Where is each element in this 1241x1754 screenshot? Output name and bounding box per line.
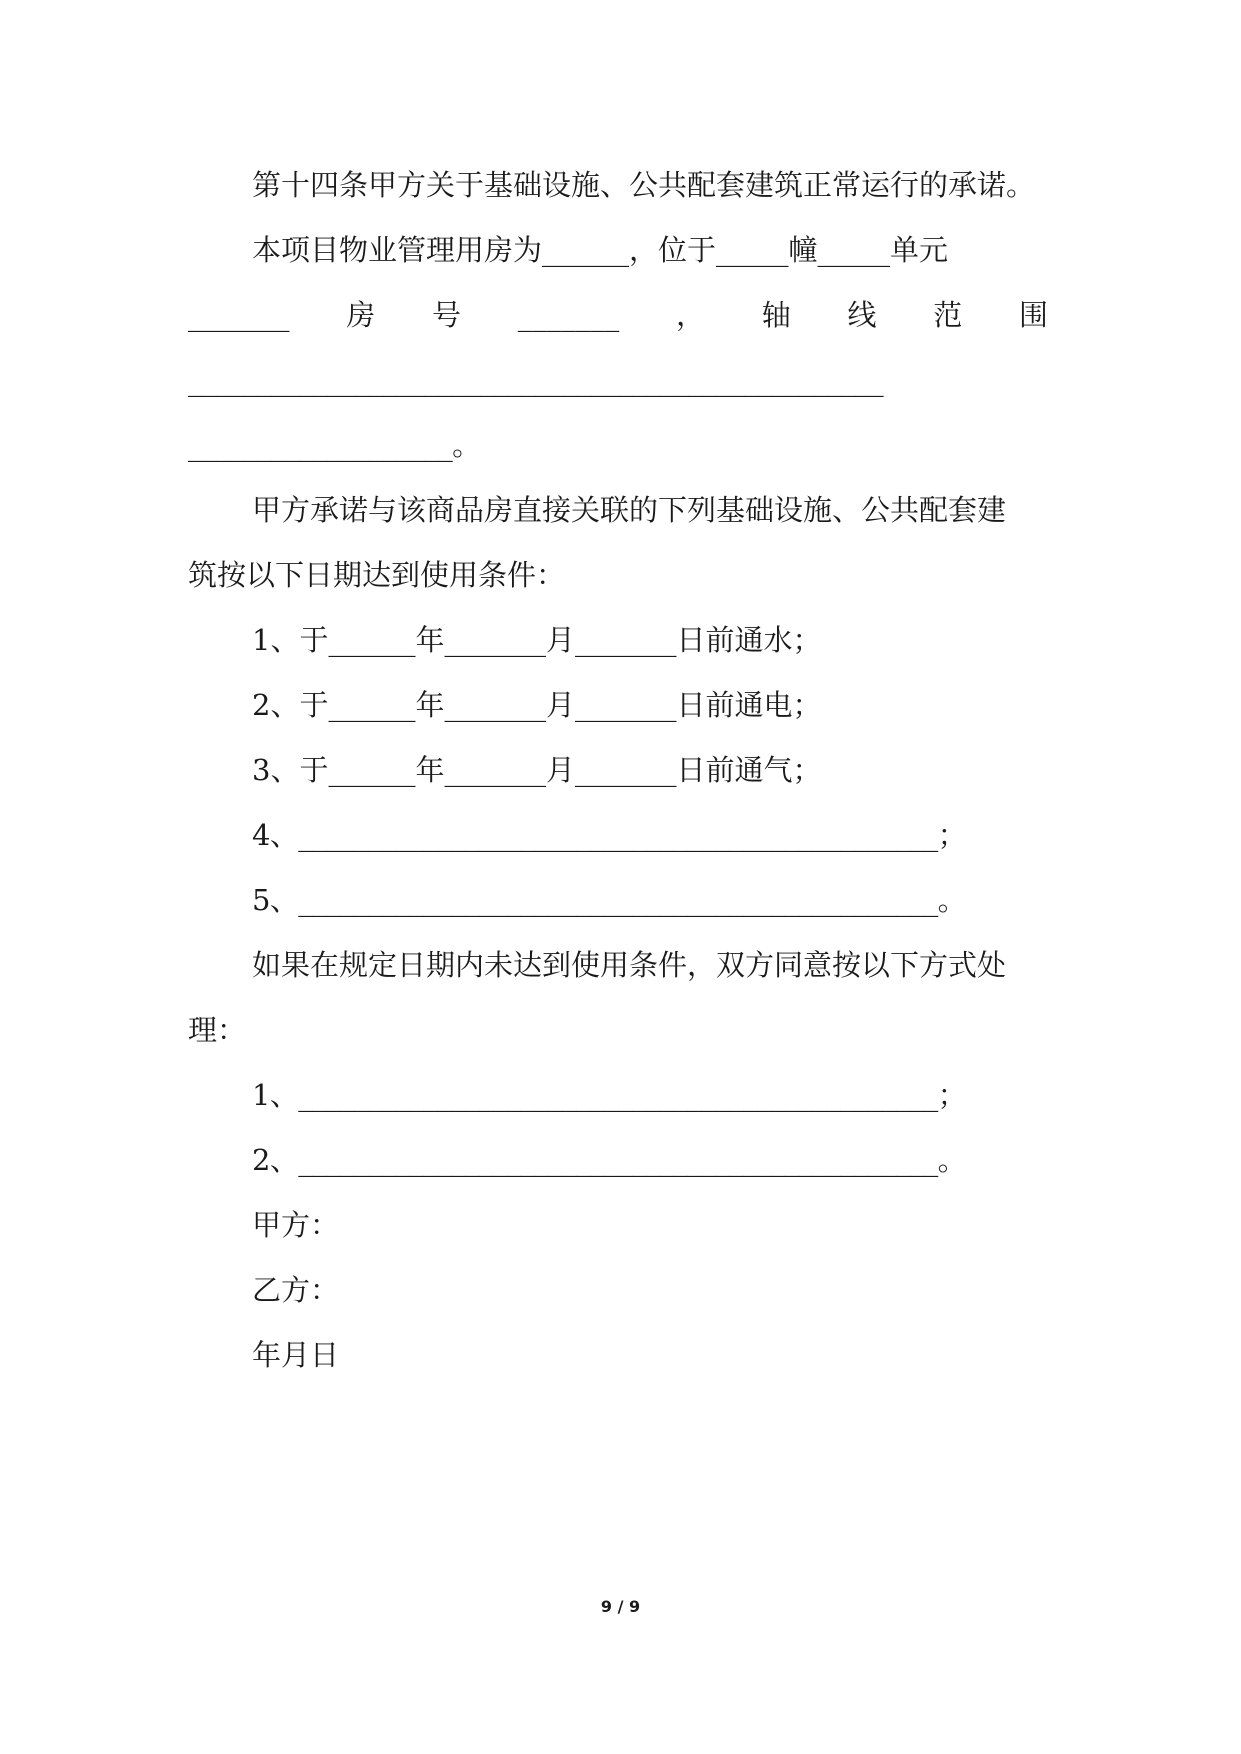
axis-range-blank-1: __________________________________________________ (188, 363, 884, 397)
text-fan: 范 (933, 298, 963, 332)
article-14-heading: 第十四条甲方关于基础设施、公共配套建筑正常运行的承诺。 (252, 168, 1036, 202)
item-4-blank: 4、______________________________________________； (252, 818, 967, 852)
item-water: 1、于______年_______月_______日前通水； (252, 623, 822, 657)
signature-date: 年月日 (252, 1338, 340, 1372)
text-fang: 房 (346, 298, 376, 332)
default-handling-line-1: 如果在规定日期内未达到使用条件，双方同意按以下方式处 (252, 948, 1007, 982)
commitment-paragraph-line-2: 筑按以下日期达到使用条件： (188, 558, 566, 592)
handling-item-2-blank: 2、______________________________________________。 (252, 1143, 967, 1177)
blank-number: _______ (517, 298, 620, 332)
default-handling-line-2: 理： (188, 1013, 247, 1047)
item-electricity: 2、于______年_______月_______日前通电； (252, 688, 822, 722)
property-management-room-line: 本项目物业管理用房为______，位于_____幢_____单元 (252, 233, 949, 267)
page-number: 9 / 9 (600, 1597, 641, 1616)
text-wei: 围 (1018, 298, 1048, 332)
party-a-signature: 甲方： (252, 1208, 340, 1242)
room-number-axis-line (188, 293, 1048, 337)
blank-room: _______ (188, 298, 290, 332)
text-zhou: 轴 (761, 298, 791, 332)
axis-range-blank-2: ___________________。 (188, 428, 481, 462)
party-b-signature: 乙方： (252, 1273, 340, 1307)
comma: ， (675, 298, 705, 332)
commitment-paragraph-line-1: 甲方承诺与该商品房直接关联的下列基础设施、公共配套建 (252, 493, 1007, 527)
handling-item-1-blank: 1、______________________________________________； (252, 1078, 967, 1112)
text-hao: 号 (431, 298, 461, 332)
item-5-blank: 5、______________________________________________。 (252, 883, 967, 917)
item-gas: 3、于______年_______月_______日前通气； (252, 753, 822, 787)
text-xian: 线 (847, 298, 877, 332)
